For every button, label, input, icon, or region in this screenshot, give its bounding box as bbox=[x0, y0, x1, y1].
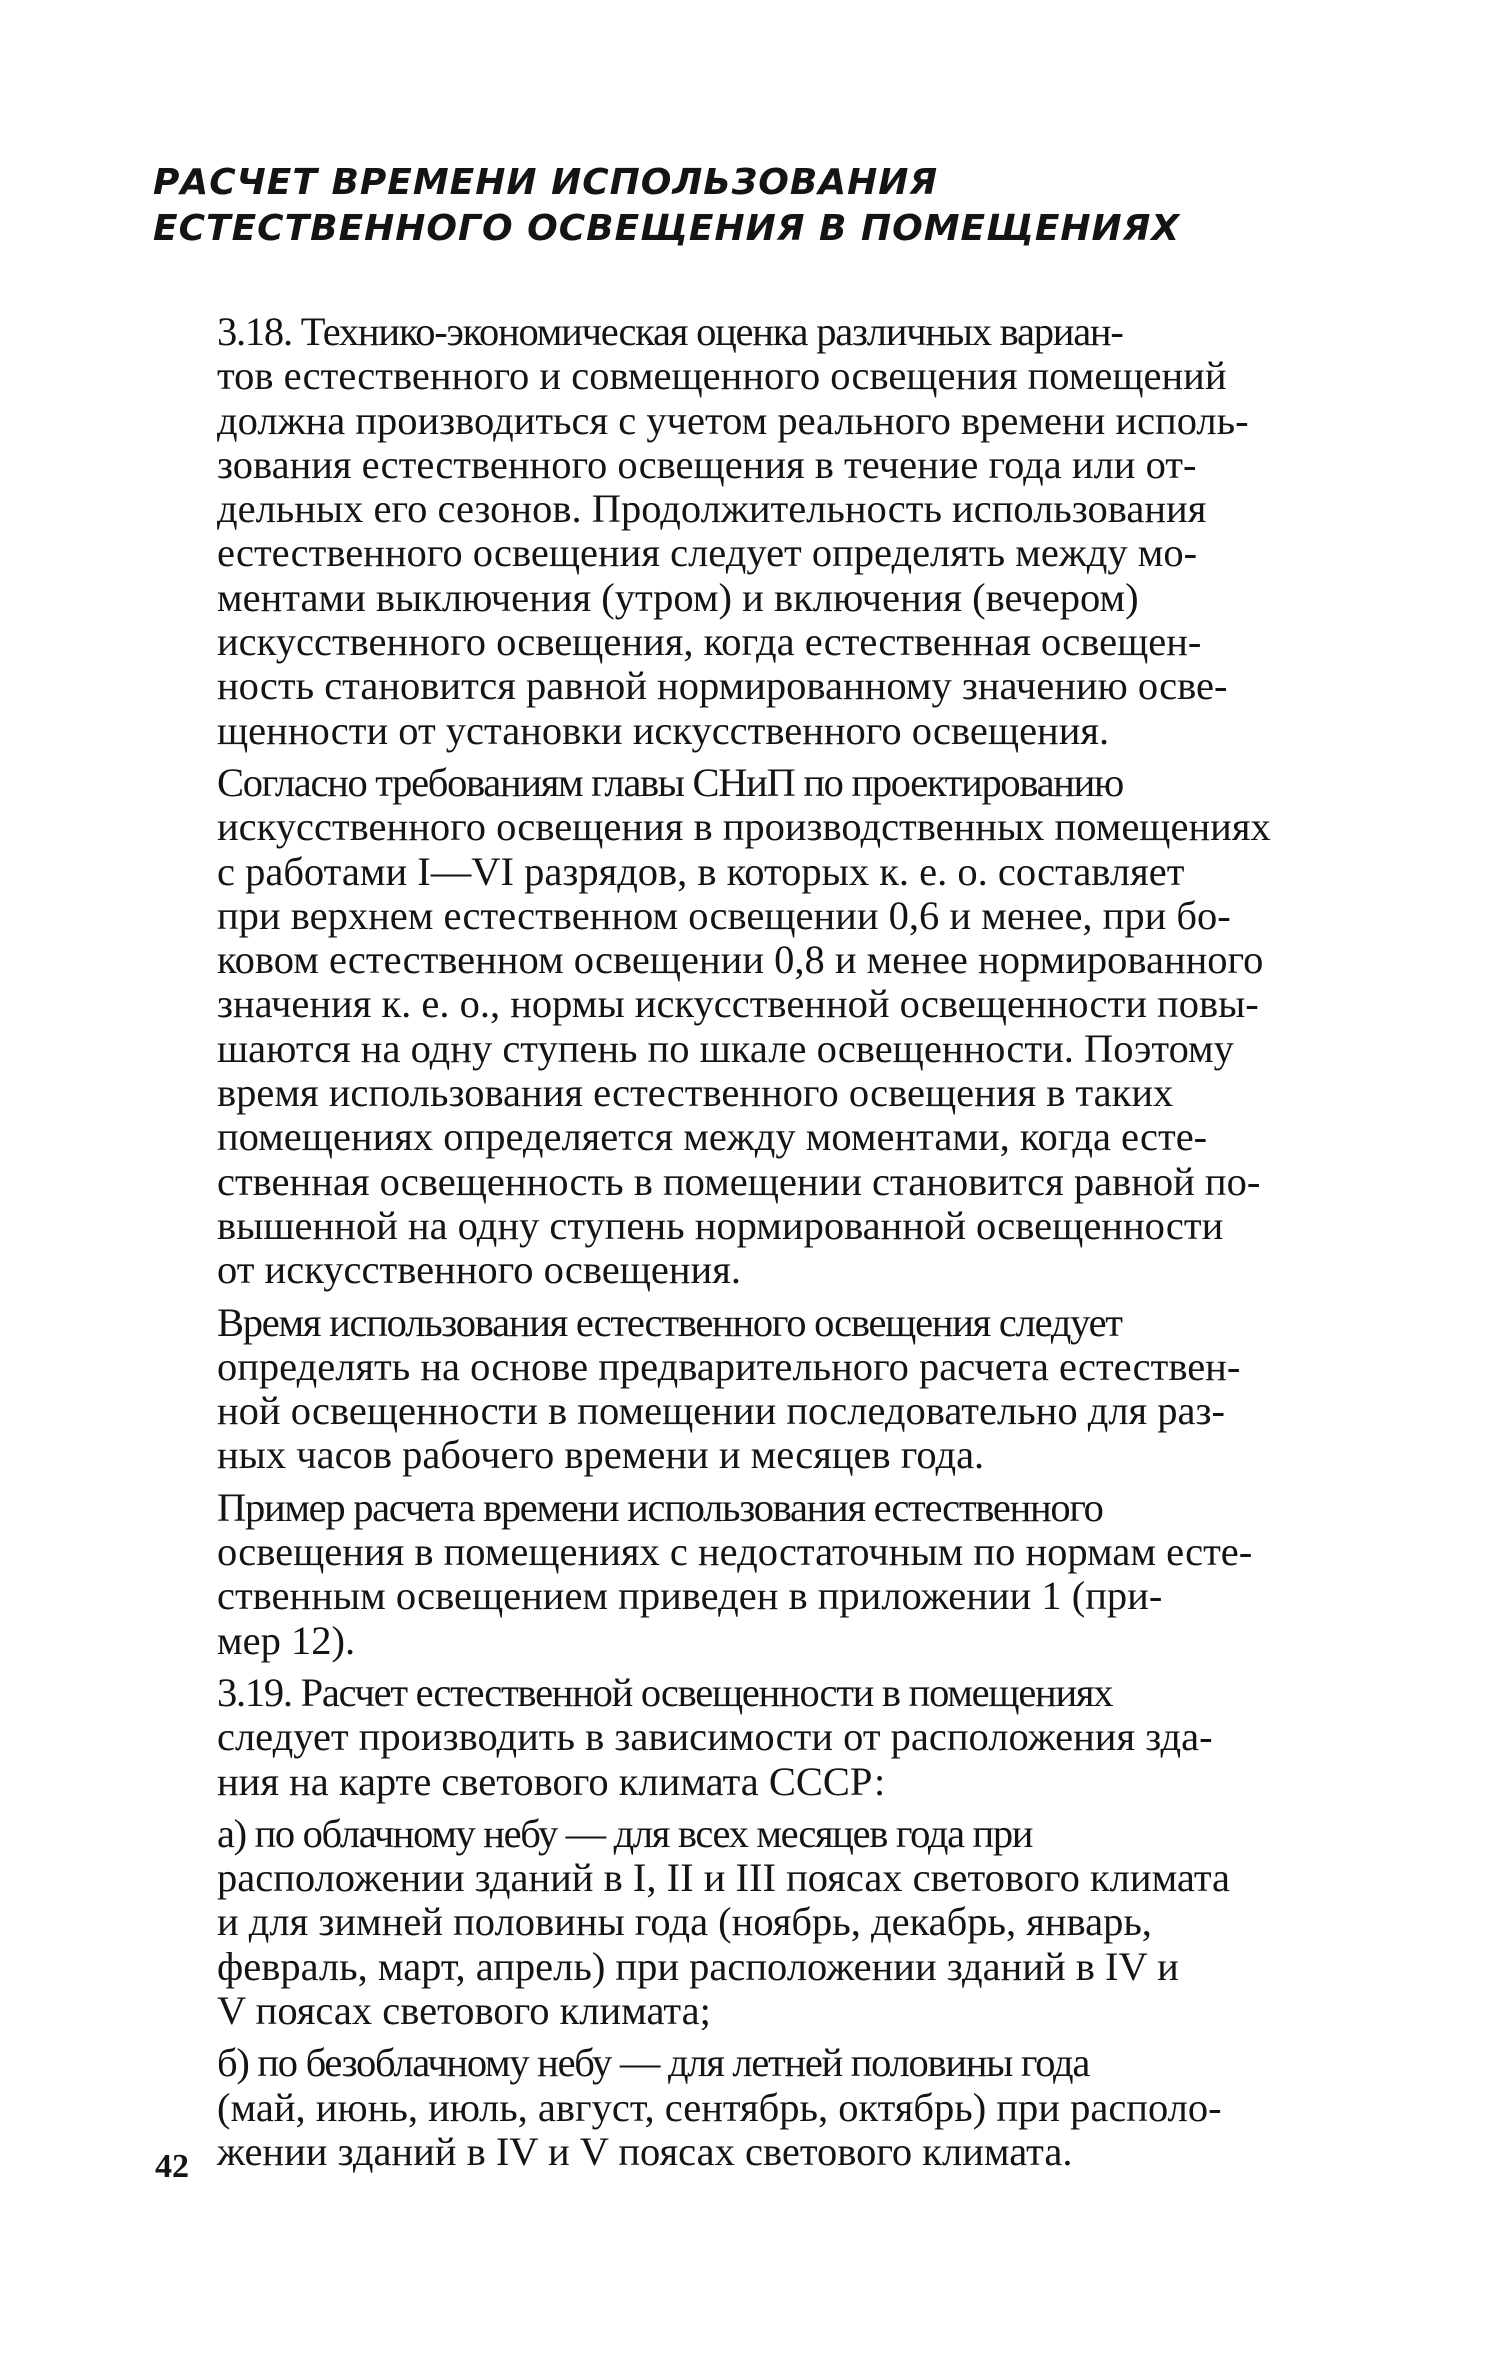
text-line: февраль, март, апрель) при расположении зданий в IV и bbox=[217, 1943, 1179, 1989]
page-number: 42 bbox=[155, 2148, 189, 2185]
text-line: б) по безоблачному небу — для летней половины года bbox=[217, 2040, 1090, 2086]
paragraph-snip-requirements bbox=[153, 761, 1358, 1293]
paragraph-example-reference bbox=[153, 1486, 1358, 1663]
text-line: ных часов рабочего времени и месяцев года. bbox=[217, 1432, 985, 1478]
text-line: ментами выключения (утром) и включения (вечером) bbox=[217, 574, 1139, 620]
section-heading bbox=[153, 160, 1358, 252]
text-line: вышенной на одну ступень нормированной освещенности bbox=[217, 1202, 1224, 1248]
list-item-a bbox=[153, 1812, 1358, 2033]
text-line: тов естественного и совмещенного освещения помещений bbox=[217, 353, 1227, 399]
text-line: следует производить в зависимости от расположения зда- bbox=[217, 1714, 1213, 1760]
text-line: значения к. е. о., нормы искусственной освещенности повы- bbox=[217, 981, 1259, 1027]
text-line: а) по облачному небу — для всех месяцев года при bbox=[217, 1810, 1033, 1856]
text-line: шаются на одну ступень по шкале освещенности. Поэтому bbox=[217, 1025, 1234, 1071]
text-line: 3.19. Расчет естественной освещенности в помещениях bbox=[217, 1669, 1113, 1715]
text-line: мер 12). bbox=[217, 1617, 356, 1663]
paragraph-3-18 bbox=[153, 310, 1358, 753]
text-line: естественного освещения следует определять между мо- bbox=[217, 530, 1198, 576]
paragraph-3-19 bbox=[153, 1671, 1358, 1804]
text-line: ственная освещенность в помещении становится равной по- bbox=[217, 1158, 1261, 1204]
text-line: зования естественного освещения в течение года или от- bbox=[217, 441, 1197, 487]
text-line: жении зданий в IV и V поясах светового климата. bbox=[217, 2128, 1073, 2174]
text-line: расположении зданий в I, II и III поясах светового климата bbox=[217, 1855, 1231, 1901]
body-text bbox=[153, 310, 1358, 2174]
list-item-b bbox=[153, 2041, 1358, 2174]
text-line: и для зимней половины года (ноябрь, декабрь, январь, bbox=[217, 1899, 1152, 1945]
text-line: щенности от установки искусственного освещения. bbox=[217, 707, 1110, 753]
heading-line: РАСЧЕТ ВРЕМЕНИ ИСПОЛЬЗОВАНИЯ bbox=[153, 162, 939, 203]
paragraph-time-determination bbox=[153, 1301, 1358, 1478]
text-line: помещениях определяется между моментами, когда есте- bbox=[217, 1114, 1208, 1160]
text-line: ковом естественном освещении 0,8 и менее нормированного bbox=[217, 937, 1264, 983]
text-line: с работами I—VI разрядов, в которых к. е. о. составляет bbox=[217, 848, 1185, 894]
page-content bbox=[153, 160, 1358, 2182]
text-line: освещения в помещениях с недостаточным по нормам есте- bbox=[217, 1529, 1253, 1575]
text-line: определять на основе предварительного расчета естествен- bbox=[217, 1343, 1241, 1389]
text-line: ния на карте светового климата СССР: bbox=[217, 1758, 886, 1804]
text-line: ственным освещением приведен в приложении 1 (при- bbox=[217, 1573, 1163, 1619]
text-line: дельных его сезонов. Продолжительность использования bbox=[217, 486, 1207, 532]
text-line: при верхнем естественном освещении 0,6 и менее, при бо- bbox=[217, 892, 1231, 938]
text-line: Пример расчета времени использования естественного bbox=[217, 1484, 1103, 1530]
text-line: (май, июнь, июль, август, сентябрь, октябрь) при располо- bbox=[217, 2084, 1222, 2130]
text-line: ность становится равной нормированному значению осве- bbox=[217, 663, 1228, 709]
text-line: 3.18. Технико-экономическая оценка различных вариан- bbox=[217, 309, 1123, 354]
text-line: искусственного освещения, когда естественная освещен- bbox=[217, 619, 1202, 665]
text-line: ной освещенности в помещении последовательно для раз- bbox=[217, 1388, 1225, 1434]
text-line: V поясах светового климата; bbox=[217, 1987, 711, 2033]
text-line: Время использования естественного освещения следует bbox=[217, 1299, 1122, 1345]
text-line: время использования естественного освещения в таких bbox=[217, 1070, 1174, 1116]
text-line: искусственного освещения в производственных помещениях bbox=[217, 804, 1271, 850]
text-line: от искусственного освещения. bbox=[217, 1247, 741, 1293]
text-line: Согласно требованиям главы СНиП по проектированию bbox=[217, 759, 1123, 805]
text-line: должна производиться с учетом реального времени исполь- bbox=[217, 397, 1249, 443]
heading-line: ЕСТЕСТВЕННОГО ОСВЕЩЕНИЯ В ПОМЕЩЕНИЯХ bbox=[153, 208, 1181, 249]
